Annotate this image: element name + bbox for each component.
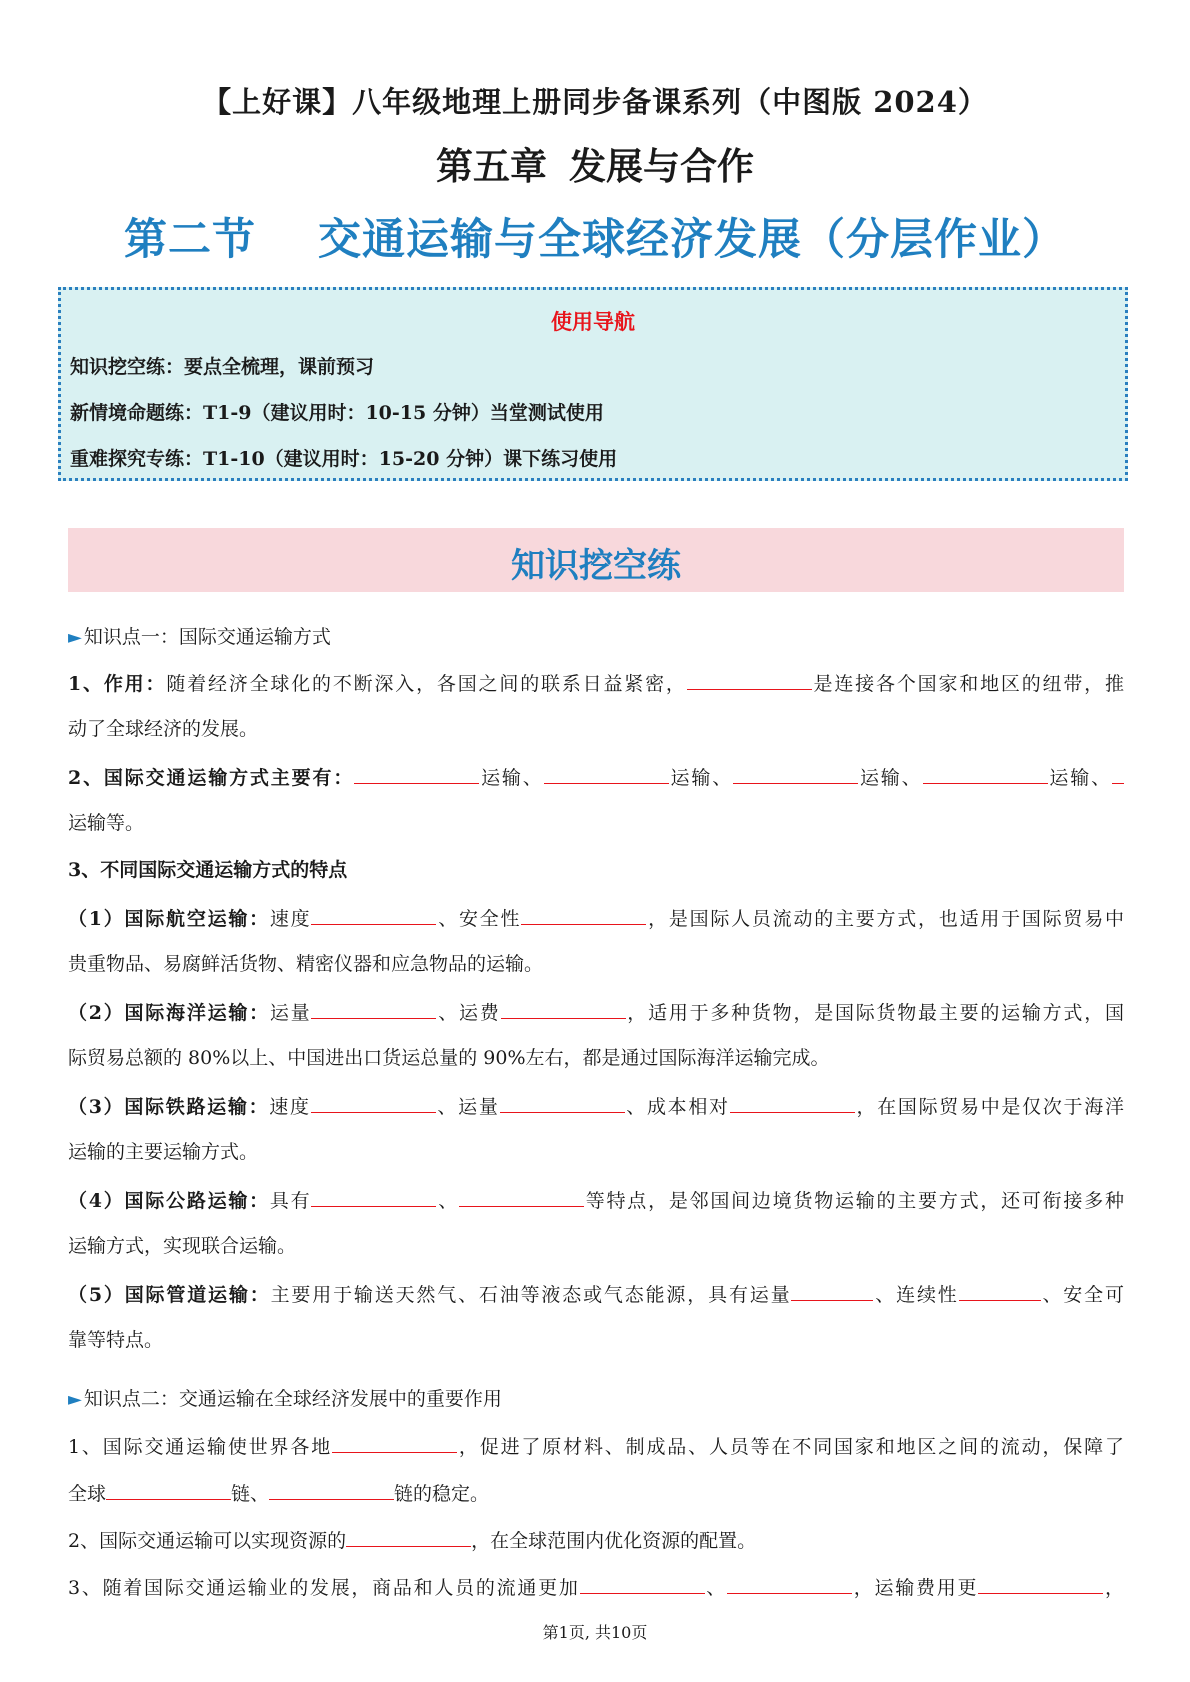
knowledge-point-1-heading: ► 知识点一：国际交通运输方式 [68,626,331,648]
road-transport-line: （4）国际公路运输：具有 、 等特点，是邻国间边境货物运输的主要方式，还可衔接多种 [68,1184,1124,1213]
fill-blank[interactable] [978,1571,1103,1594]
section-name: 交通运输与全球经济发展（分层作业） [318,215,1066,265]
fill-blank[interactable] [791,1278,873,1301]
question-3-title: 3、不同国际交通运输方式的特点 [68,859,348,881]
fill-blank[interactable] [687,667,812,690]
sea-transport-line-cont: 际贸易总额的 80%以上、中国进出口货运总量的 90%左右，都是通过国际海洋运输完成。 [68,1047,830,1069]
triangle-bullet-icon: ► [68,1389,82,1410]
air-transport-line: （1）国际航空运输：速度 、安全性 ，是国际人员流动的主要方式，也适用于国际贸易中 [68,902,1124,931]
road-transport-line-cont: 运输方式，实现联合运输。 [68,1235,297,1257]
fill-blank[interactable] [311,1090,436,1113]
triangle-bullet-icon: ► [68,627,82,648]
sea-transport-line: （2）国际海洋运输：运量 、运费 ，适用于多种货物，是国际货物最主要的运输方式，国 [68,996,1124,1025]
usage-guide-item: 知识挖空练：要点全梳理，课前预习 [70,356,375,378]
air-transport-line-cont: 贵重物品、易腐鲜活货物、精密仪器和应急物品的运输。 [68,953,544,975]
fill-blank[interactable] [501,996,626,1019]
fill-blank[interactable] [727,1571,852,1594]
fill-blank[interactable] [311,902,436,925]
series-title: 【上好课】八年级地理上册同步备课系列（中图版 2024） [202,85,988,119]
section-banner [68,528,1124,592]
kp2-item-1-line-cont: 全球 链、 链的稳定。 [68,1477,489,1506]
fill-blank[interactable] [733,761,858,784]
fill-blank[interactable] [346,1524,471,1547]
fill-blank[interactable] [106,1477,231,1500]
section-title [0,206,1190,267]
question-2-line-cont: 运输等。 [68,812,145,834]
usage-guide-box [58,287,1128,481]
rail-transport-line: （3）国际铁路运输：速度 、运量 、成本相对 ，在国际贸易中是仅次于海洋 [68,1090,1124,1119]
usage-guide-item: 新情境命题练：T1-9（建议用时：10-15 分钟）当堂测试使用 [70,402,604,424]
section-number: 第二节 [124,215,256,265]
rail-transport-line-cont: 运输的主要运输方式。 [68,1141,259,1163]
knowledge-point-2-heading: ► 知识点二：交通运输在全球经济发展中的重要作用 [68,1388,502,1410]
kp2-item-3-line: 3、随着国际交通运输业的发展，商品和人员的流通更加 、 ，运输费用更 ， [68,1571,1124,1600]
fill-blank[interactable] [580,1571,705,1594]
kp2-item-2-line: 2、国际交通运输可以实现资源的 ，在全球范围内优化资源的配置。 [68,1524,756,1553]
fill-blank[interactable] [311,996,436,1019]
fill-blank[interactable] [332,1430,457,1453]
chapter-number: 第五章 [436,145,547,188]
fill-blank[interactable] [354,761,479,784]
fill-blank[interactable] [500,1090,625,1113]
question-2-line: 2、国际交通运输方式主要有： 运输、 运输、 运输、 运输、 [68,761,1124,790]
question-1-line-cont: 动了全球经济的发展。 [68,718,259,740]
page-footer: 第1页, 共10页 [542,1623,648,1642]
fill-blank[interactable] [311,1184,436,1207]
usage-guide-title: 使用导航 [551,310,635,334]
fill-blank[interactable] [923,761,1048,784]
usage-guide-item: 重难探究专练：T1-10（建议用时：15-20 分钟）课下练习使用 [70,448,618,470]
fill-blank[interactable] [521,902,646,925]
chapter-name: 发展与合作 [569,145,754,188]
banner-title: 知识挖空练 [511,546,681,586]
fill-blank[interactable] [1112,761,1124,784]
pipeline-transport-line-cont: 靠等特点。 [68,1329,164,1351]
kp2-item-1-line: 1、国际交通运输使世界各地 ，促进了原材料、制成品、人员等在不同国家和地区之间的流动，保障了 [68,1430,1124,1459]
fill-blank[interactable] [544,761,669,784]
fill-blank[interactable] [459,1184,584,1207]
fill-blank[interactable] [269,1477,394,1500]
pipeline-transport-line: （5）国际管道运输：主要用于输送天然气、石油等液态或气态能源，具有运量 、连续性 、安全可 [68,1278,1124,1307]
question-1-line: 1、作用：随着经济全球化的不断深入，各国之间的联系日益紧密， 是连接各个国家和地区的纽带，推 [68,667,1124,696]
fill-blank[interactable] [730,1090,855,1113]
chapter-title [0,136,1190,190]
fill-blank[interactable] [959,1278,1041,1301]
